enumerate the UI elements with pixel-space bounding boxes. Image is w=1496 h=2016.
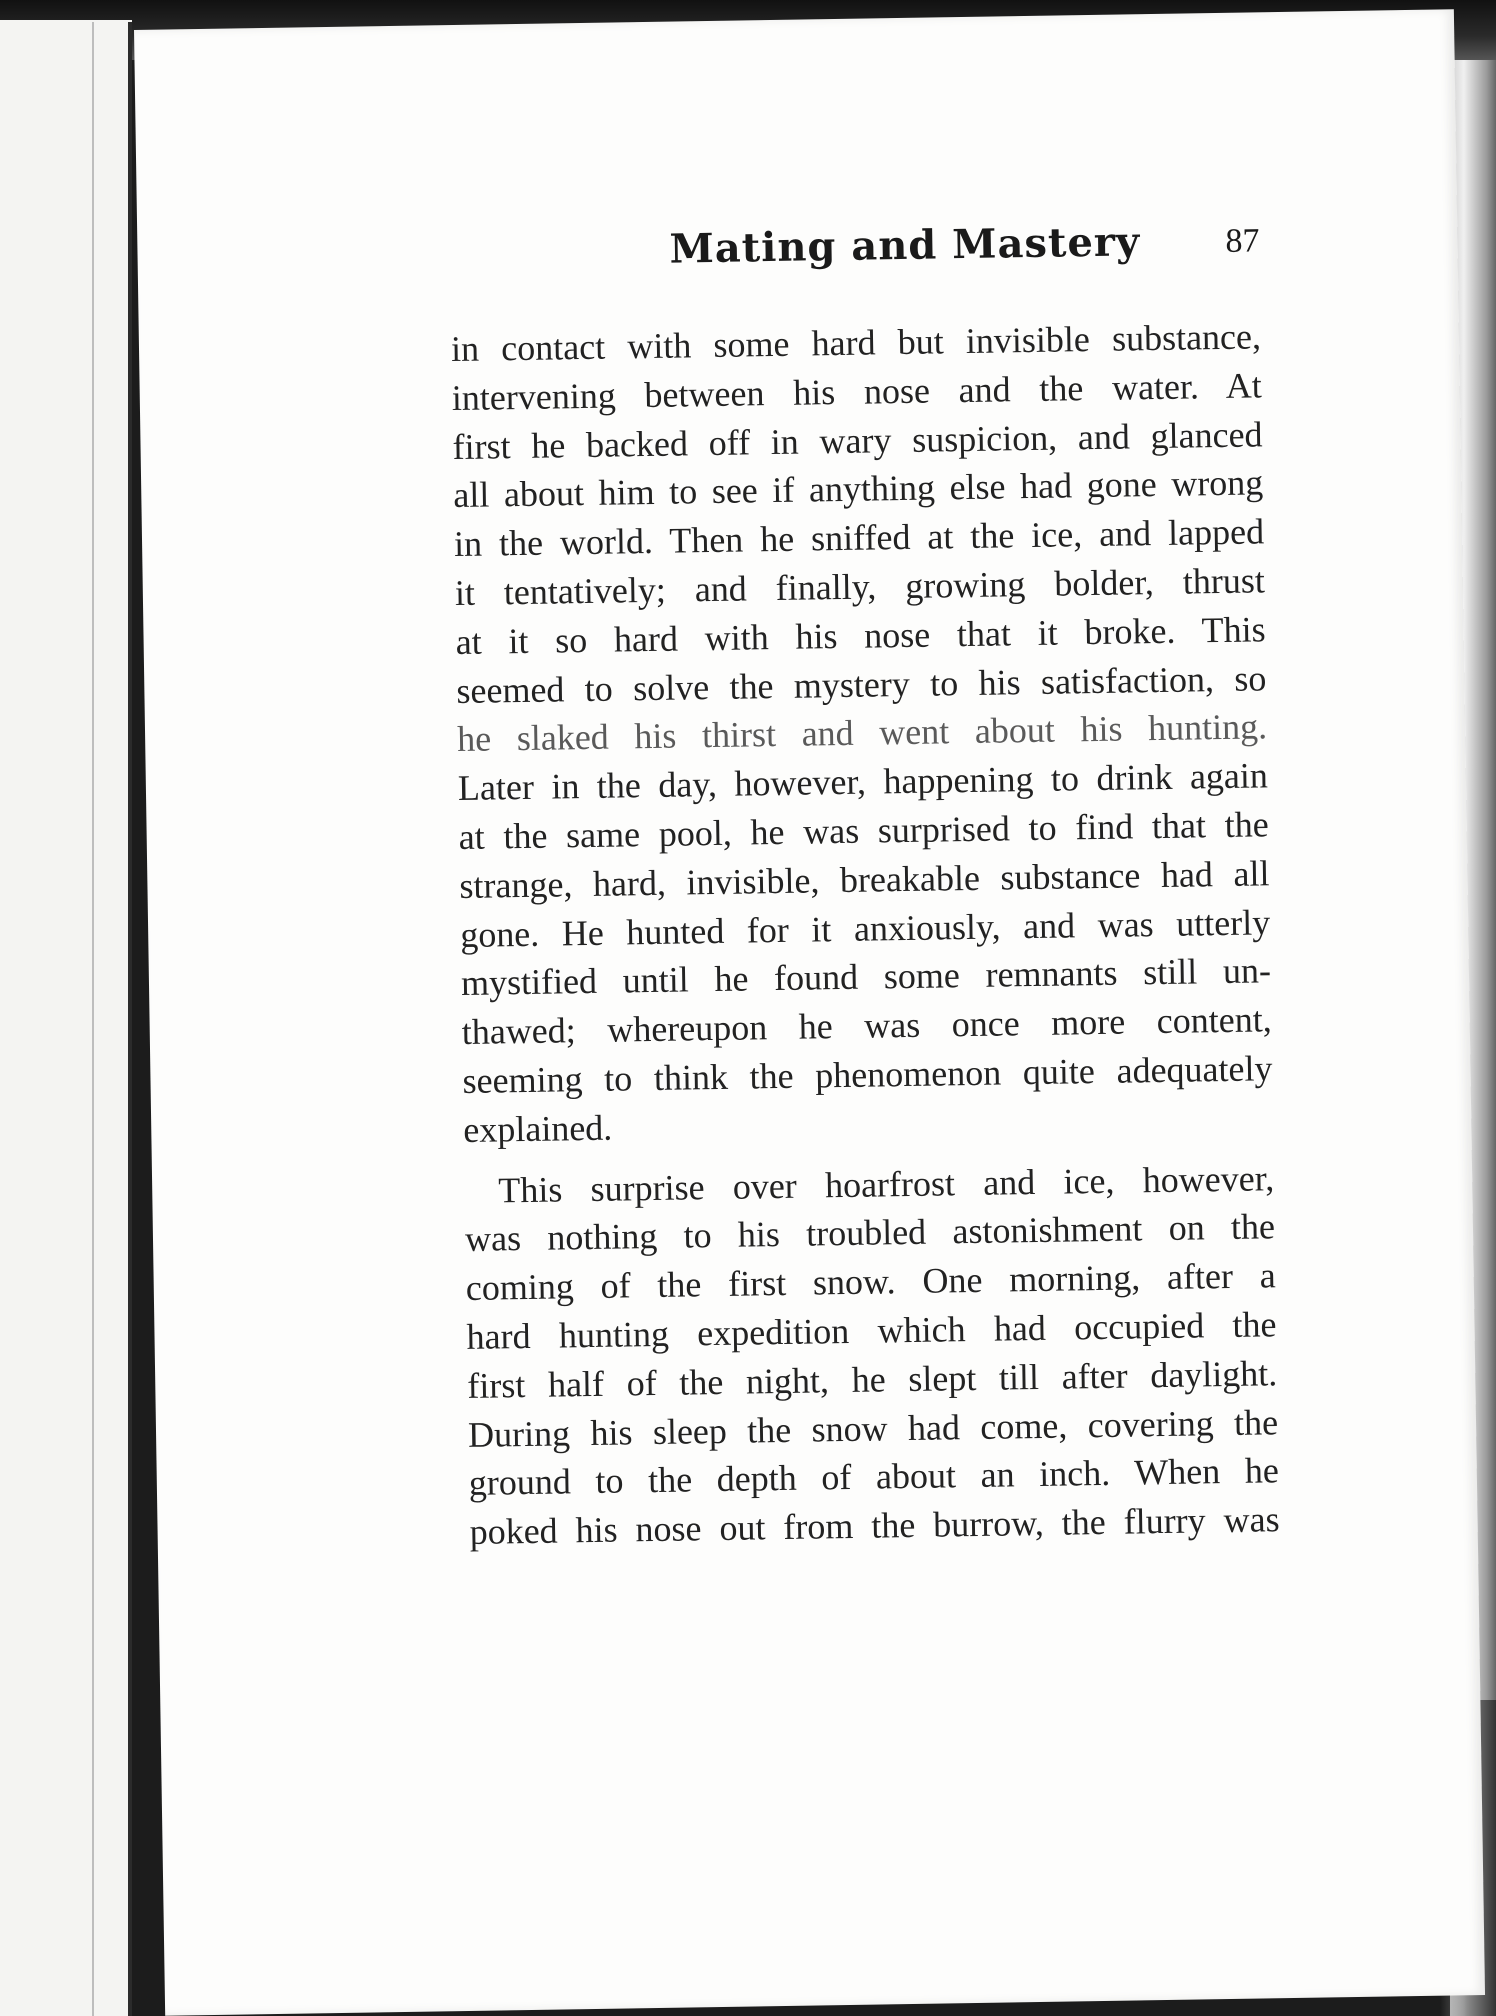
gutter-shadow xyxy=(92,22,94,2016)
page-number: 87 xyxy=(1225,222,1260,260)
text-line: intervening between his nose and the water. At xyxy=(451,365,1263,418)
text-line: at it so hard with his nose that it broke. This xyxy=(455,609,1266,662)
text-line: explained. xyxy=(463,1107,613,1150)
text-line: hard hunting expedition which had occupied the xyxy=(466,1304,1277,1357)
text-line: thawed; whereupon he was once more content, xyxy=(461,999,1272,1053)
text-line: coming of the first snow. One morning, after a xyxy=(465,1255,1277,1309)
text-line: at the same pool, he was surprised to find that the xyxy=(458,804,1269,857)
text-line: seeming to think the phenomenon quite adequately xyxy=(462,1048,1273,1101)
book-page xyxy=(134,9,1485,2015)
text-line: first he backed off in wary suspicion, and glanced xyxy=(452,413,1263,467)
text-line: it tentatively; and finally, growing bolder, thrust xyxy=(454,560,1266,614)
page-header xyxy=(527,212,1288,294)
text-line: During his sleep the snow had come, covering the xyxy=(467,1401,1279,1455)
text-line: Later in the day, however, happening to drink again xyxy=(457,755,1269,809)
text-line: in contact with some hard but invisible substance, xyxy=(450,316,1262,370)
text-line: first half of the night, he slept till after daylight. xyxy=(467,1352,1278,1406)
text-line: seemed to solve the mystery to his satisfaction, so xyxy=(456,657,1267,711)
running-title: Mating and Mastery xyxy=(669,218,1141,273)
paragraph-1 xyxy=(451,312,1274,1154)
facing-page-edge xyxy=(0,20,132,2016)
text-line: gone. He hunted for it anxiously, and was utterly xyxy=(459,901,1271,955)
paragraph-2 xyxy=(464,1154,1280,1557)
body-text xyxy=(451,312,1280,1556)
book-gutter xyxy=(128,22,132,2016)
text-line: mystified until he found some remnants still un- xyxy=(460,950,1272,1004)
text-line: ground to the depth of about an inch. When he xyxy=(468,1450,1280,1504)
text-line: poked his nose out from the burrow, the flurry was xyxy=(469,1499,1280,1553)
text-line: in the world. Then he sniffed at the ice, and lapped xyxy=(453,511,1265,565)
text-line: all about him to see if anything else had gone wrong xyxy=(453,462,1264,516)
text-line: he slaked his thirst and went about his hunting. xyxy=(456,706,1268,760)
text-line: was nothing to his troubled astonishment on the xyxy=(464,1206,1276,1260)
text-line: This surprise over hoarfrost and ice, however, xyxy=(497,1157,1275,1210)
text-line: strange, hard, invisible, breakable substance had all xyxy=(459,853,1270,906)
